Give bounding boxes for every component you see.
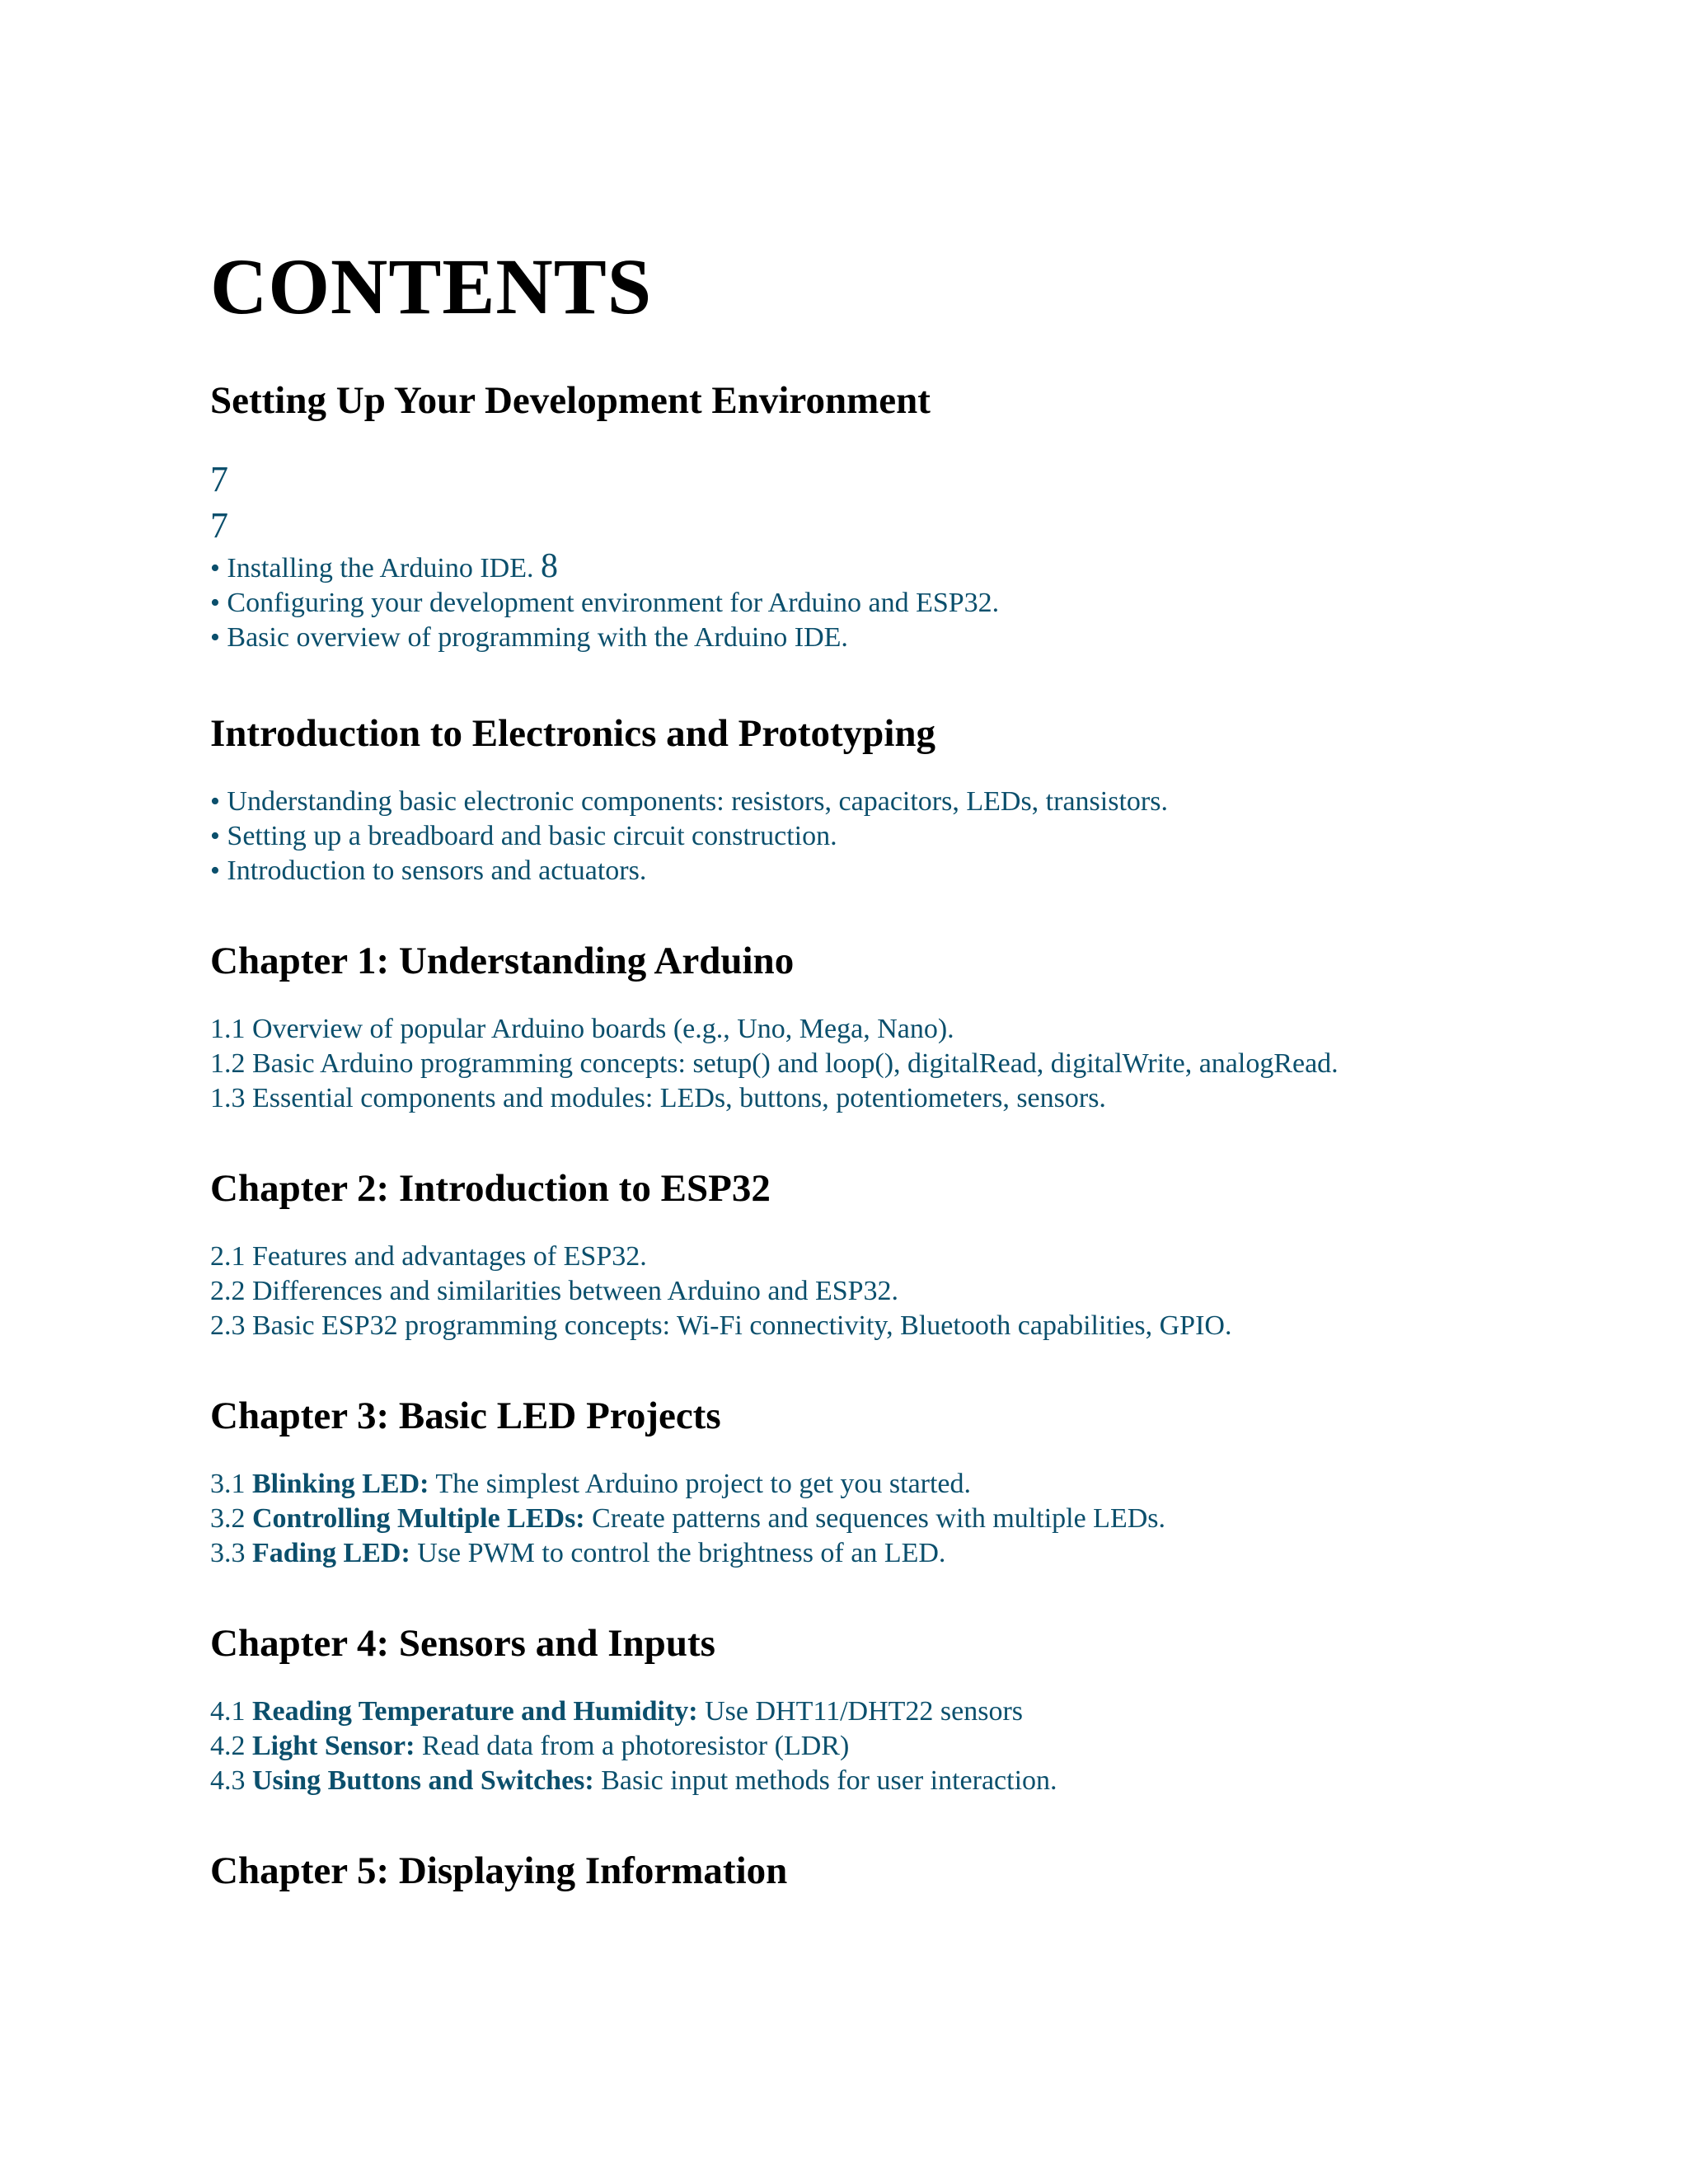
toc-link[interactable] [210,1764,1611,1798]
item-number: 3.2 [210,1503,246,1534]
section-heading: Chapter 3: Basic LED Projects [210,1394,721,1437]
item-description: Read data from a photoresistor (LDR) [421,1731,850,1761]
section-heading: Setting Up Your Development Environment [210,379,931,422]
toc-link[interactable] [210,1240,1611,1274]
toc-link-text: • Configuring your development environment for Arduino and ESP32. [210,588,1000,618]
item-description: Use DHT11/DHT22 sensors [705,1696,1024,1727]
toc-link-text: • Understanding basic electronic components: resistors, capacitors, LEDs, transistors. [210,786,1168,817]
toc-link[interactable] [210,1309,1611,1343]
section-chapter-3 [210,1393,1611,1571]
toc-link[interactable] [210,621,1611,655]
item-list [210,549,1611,655]
item-description: Create patterns and sequences with multiple LEDs. [592,1503,1165,1534]
section-electronics [210,710,1611,888]
toc-link[interactable] [210,549,1611,586]
toc-link[interactable] [210,1467,1611,1502]
section-chapter-1 [210,938,1611,1116]
item-list [210,1240,1611,1343]
item-list [210,1467,1611,1571]
toc-link-text: • Basic overview of programming with the Arduino IDE. [210,622,848,653]
toc-link-text: • Introduction to sensors and actuators. [210,855,647,886]
toc-link-text: • Setting up a breadboard and basic circuit construction. [210,821,837,851]
page-number: 8 [540,547,558,585]
section-chapter-2 [210,1165,1611,1343]
section-heading: Chapter 2: Introduction to ESP32 [210,1167,771,1210]
item-number: 4.2 [210,1731,246,1761]
page-number[interactable]: 7 [210,505,228,546]
page-number[interactable]: 7 [210,459,228,499]
toc-link[interactable] [210,1081,1611,1116]
item-list [210,1694,1611,1798]
item-title: Reading Temperature and Humidity: [252,1696,698,1727]
toc-link[interactable] [210,785,1611,819]
item-number: 4.3 [210,1765,246,1796]
item-description: The simplest Arduino project to get you started. [435,1469,972,1499]
toc-link[interactable] [210,1694,1611,1729]
toc-link-text: 1.3 Essential components and modules: LEDs, buttons, potentiometers, sensors. [210,1083,1106,1113]
item-title: Blinking LED: [252,1469,429,1499]
item-title: Fading LED: [252,1538,410,1568]
item-number: 3.3 [210,1538,246,1568]
toc-link-text: 2.2 Differences and similarities between Arduino and ESP32. [210,1276,899,1306]
toc-link[interactable] [210,1729,1611,1764]
page-title: CONTENTS [210,242,653,330]
item-title: Controlling Multiple LEDs: [252,1503,585,1534]
section-heading: Chapter 1: Understanding Arduino [210,940,795,982]
toc-link[interactable] [210,1274,1611,1309]
toc-link[interactable] [210,1536,1611,1571]
section-chapter-5 [210,1848,1611,1894]
toc-link-text: 1.1 Overview of popular Arduino boards (e.g., Uno, Mega, Nano). [210,1014,954,1044]
toc-link-text: 1.2 Basic Arduino programming concepts: setup() and loop(), digitalRead, digitalWrite, analogRead. [210,1048,1339,1079]
section-setup [210,377,1611,655]
section-chapter-4 [210,1620,1611,1798]
section-heading: Introduction to Electronics and Prototyping [210,712,936,755]
toc-link[interactable] [210,1047,1611,1081]
item-description: Use PWM to control the brightness of an LED. [417,1538,946,1568]
item-description: Basic input methods for user interaction. [601,1765,1057,1796]
item-list [210,1012,1611,1116]
toc-link-text: 2.3 Basic ESP32 programming concepts: Wi-Fi connectivity, Bluetooth capabilities, GPIO. [210,1310,1232,1341]
toc-link-text: • Installing the Arduino IDE. [210,553,534,583]
section-heading: Chapter 4: Sensors and Inputs [210,1622,715,1665]
toc-link[interactable] [210,586,1611,621]
toc-link-text: 2.1 Features and advantages of ESP32. [210,1241,647,1272]
section-heading: Chapter 5: Displaying Information [210,1849,788,1892]
item-title: Light Sensor: [252,1731,415,1761]
item-number: 3.1 [210,1469,246,1499]
item-number: 4.1 [210,1696,246,1727]
toc-link[interactable] [210,1502,1611,1536]
toc-link[interactable] [210,819,1611,854]
item-list [210,785,1611,888]
toc-link[interactable] [210,1012,1611,1047]
item-title: Using Buttons and Switches: [252,1765,594,1796]
toc-link[interactable] [210,854,1611,888]
